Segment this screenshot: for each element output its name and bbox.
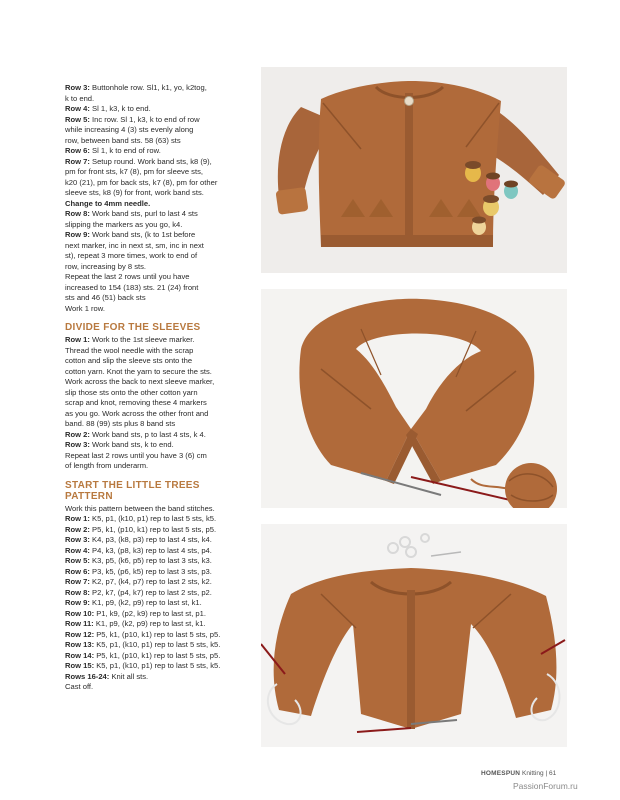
row-label: Row 7: xyxy=(65,577,90,586)
finished-cardigan-photo xyxy=(261,67,567,273)
row-label: Row 1: xyxy=(65,335,90,344)
row-label: Rows 16-24: xyxy=(65,671,110,681)
row-text: k to end. xyxy=(65,93,95,103)
row-label: Row 4: xyxy=(65,545,90,555)
instruction-line xyxy=(65,440,255,451)
row-text: Work band sts, (k to 1st before xyxy=(89,230,196,239)
row-text: sts and 46 (51) back sts xyxy=(65,293,146,302)
row-text: increased to 154 (183) sts. 21 (24) front xyxy=(65,282,199,292)
divided-sleeves-photo xyxy=(261,524,567,747)
row-text: Inc row. Sl 1, k3, k to end of row xyxy=(89,114,200,124)
row-label: Row 8: xyxy=(65,209,90,218)
instruction-line xyxy=(65,409,255,420)
yoke-on-needles-photo xyxy=(261,289,567,508)
row-text: k20 (21), pm for back sts, k7 (8), pm for other xyxy=(65,177,218,187)
instruction-line xyxy=(65,188,255,199)
instruction-line xyxy=(65,157,255,168)
row-label: Row 7: xyxy=(65,156,90,166)
row-text: sleeve sts, k8 (9) for front, work band sts. xyxy=(65,188,204,197)
divided-sleeves-illustration xyxy=(261,524,567,747)
row-text: Work to the 1st sleeve marker. xyxy=(89,335,195,344)
instruction-line xyxy=(65,546,255,557)
row-label: Row 13: xyxy=(65,640,95,649)
instruction-line xyxy=(65,356,255,367)
instruction-line xyxy=(65,230,255,241)
instruction-line xyxy=(65,419,255,430)
row-label: Row 6: xyxy=(65,566,90,576)
page-number: 61 xyxy=(548,770,557,777)
instruction-line xyxy=(65,104,255,115)
row-text: Cast off. xyxy=(65,682,94,691)
row-text: P4, k3, (p8, k3) rep to last 4 sts, p4. xyxy=(89,545,212,555)
row-text: K4, p3, (k8, p3) rep to last 4 sts, k4. xyxy=(89,535,212,544)
row-text: scrap and knot, removing these 4 markers xyxy=(65,398,207,407)
instruction-line xyxy=(65,640,255,651)
row-text: Knit all sts. xyxy=(109,671,149,681)
divide-sleeves-heading: DIVIDE FOR THE SLEEVES xyxy=(65,322,201,333)
row-text: P1, k9, (p2, k9) rep to last st, p1. xyxy=(94,608,206,618)
row-label: Row 1: xyxy=(65,514,90,523)
row-text: Setup round. Work band sts, k8 (9), xyxy=(89,156,212,166)
instruction-line xyxy=(65,588,255,599)
instruction-line xyxy=(65,514,255,525)
instruction-line xyxy=(65,283,255,294)
row-text: while increasing 4 (3) sts evenly along xyxy=(65,125,194,134)
instruction-line xyxy=(65,535,255,546)
row-label: Row 9: xyxy=(65,598,90,607)
instruction-line xyxy=(65,367,255,378)
instruction-line xyxy=(65,125,255,136)
instruction-line xyxy=(65,209,255,220)
row-text: K1, p9, (k2, p9) rep to last st, k1. xyxy=(93,619,206,628)
instruction-line xyxy=(65,388,255,399)
instruction-line xyxy=(65,619,255,630)
little-trees-heading-line-1: START THE LITTLE TREES xyxy=(65,479,200,491)
row-label: Row 2: xyxy=(65,524,90,534)
row-text: Work band sts, purl to last 4 sts xyxy=(89,209,198,218)
row-label: Row 15: xyxy=(65,661,95,670)
row-text: P3, k5, (p6, k5) rep to last 3 sts, p3. xyxy=(89,566,212,576)
row-label: Row 3: xyxy=(65,535,90,544)
instruction-line xyxy=(65,146,255,157)
magazine-name: HOMESPUN xyxy=(481,770,521,777)
row-text: P5, k1, (p10, k1) rep to last 5 sts, p5. xyxy=(94,629,221,639)
instruction-line xyxy=(65,241,255,252)
row-text: pm for front sts, k7 (8), pm for sleeve sts, xyxy=(65,167,203,176)
row-text: cotton yarn. Knot the yarn to secure the sts. xyxy=(65,366,212,376)
row-text: Work band sts, k to end. xyxy=(89,440,174,449)
row-label: Row 9: xyxy=(65,230,90,239)
instruction-line xyxy=(65,504,255,515)
instruction-line xyxy=(65,178,255,189)
instruction-line xyxy=(65,651,255,662)
row-label: Change to 4mm needle. xyxy=(65,198,151,208)
row-text: K5, p1, (k10, p1) rep to last 5 sts, k5. xyxy=(94,640,221,649)
row-text: K2, p7, (k4, p7) rep to last 2 sts, k2. xyxy=(89,577,212,586)
instruction-line xyxy=(65,199,255,210)
divide-rows-block xyxy=(65,335,255,472)
little-trees-heading xyxy=(65,480,255,502)
row-text: slipping the markers as you go, k4. xyxy=(65,219,183,229)
pattern-instructions xyxy=(65,83,255,693)
instruction-line xyxy=(65,430,255,441)
instruction-line xyxy=(65,346,255,357)
row-text: Work band sts, p to last 4 sts, k 4. xyxy=(89,429,206,439)
instruction-line xyxy=(65,272,255,283)
instruction-line xyxy=(65,115,255,126)
instruction-line xyxy=(65,83,255,94)
instruction-line xyxy=(65,398,255,409)
row-text: P5, k1, (p10, k1) rep to last 5 sts, p5. xyxy=(89,524,217,534)
instruction-line xyxy=(65,609,255,620)
instruction-line xyxy=(65,377,255,388)
row-label: Row 5: xyxy=(65,114,90,124)
row-text: K1, p9, (k2, p9) rep to last st, k1. xyxy=(89,598,202,607)
row-text: row, between band sts. 58 (63) sts xyxy=(65,135,181,145)
magazine-section: Knitting xyxy=(520,770,544,777)
row-label: Row 2: xyxy=(65,429,90,439)
instruction-line xyxy=(65,451,255,462)
row-label: Row 8: xyxy=(65,587,90,597)
row-text: Sl 1, k to end of row. xyxy=(89,146,161,155)
row-label: Row 10: xyxy=(65,608,95,618)
row-label: Row 6: xyxy=(65,146,90,155)
row-text: of length from underarm. xyxy=(65,461,149,470)
row-text: st), repeat 3 more times, work to end of xyxy=(65,251,198,260)
instruction-line xyxy=(65,167,255,178)
row-label: Row 5: xyxy=(65,556,90,565)
row-text: Thread the wool needle with the scrap xyxy=(65,345,194,355)
finished-cardigan-illustration xyxy=(261,67,567,273)
instruction-line xyxy=(65,220,255,231)
row-text: K5, p1, (k10, p1) rep to last 5 sts, k5. xyxy=(94,661,221,670)
row-text: K3, p5, (k6, p5) rep to last 3 sts, k3. xyxy=(89,556,212,565)
instruction-line xyxy=(65,293,255,304)
instruction-line xyxy=(65,136,255,147)
row-text: Repeat the last 2 rows until you have xyxy=(65,272,190,281)
page-footer xyxy=(481,770,556,777)
instruction-line xyxy=(65,461,255,472)
row-text: Work 1 row. xyxy=(65,303,105,313)
row-text: P5, k1, (p10, k1) rep to last 5 sts, p5. xyxy=(94,650,221,660)
yoke-on-needles-illustration xyxy=(261,289,567,508)
row-label: Row 14: xyxy=(65,650,95,660)
row-text: slip those sts onto the other cotton yarn xyxy=(65,387,198,397)
instruction-line xyxy=(65,525,255,536)
row-text: Work this pattern between the band stitches. xyxy=(65,503,215,513)
footer-separator: | xyxy=(543,770,549,777)
instruction-line xyxy=(65,577,255,588)
instruction-line xyxy=(65,630,255,641)
row-text: P2, k7, (p4, k7) rep to last 2 sts, p2. xyxy=(89,587,212,597)
instruction-line xyxy=(65,335,255,346)
row-label: Row 3: xyxy=(65,440,90,449)
instruction-line xyxy=(65,94,255,105)
instruction-line xyxy=(65,262,255,273)
row-label: Row 4: xyxy=(65,104,90,113)
trees-rows-block xyxy=(65,504,255,693)
row-text: as you go. Work across the other front and xyxy=(65,408,209,418)
row-text: row, increasing by 8 sts. xyxy=(65,261,147,271)
row-text: cotton and slip the sleeve sts onto the xyxy=(65,356,193,365)
row-text: K5, p1, (k10, p1) rep to last 5 sts, k5. xyxy=(89,514,217,523)
row-text: Sl 1, k3, k to end. xyxy=(89,104,151,113)
instruction-line xyxy=(65,567,255,578)
row-label: Row 3: xyxy=(65,83,90,92)
instruction-line xyxy=(65,672,255,683)
row-text: Buttonhole row. Sl1, k1, yo, k2tog, xyxy=(89,83,207,92)
row-text: Work across the back to next sleeve marker, xyxy=(65,377,215,386)
instruction-line xyxy=(65,661,255,672)
instruction-line xyxy=(65,682,255,693)
row-text: next marker, inc in next st, sm, inc in next xyxy=(65,240,204,250)
row-text: Repeat last 2 rows until you have 3 (6) cm xyxy=(65,450,207,460)
row-text: band. 88 (99) sts plus 8 band sts xyxy=(65,419,176,428)
watermark-text: PassionForum.ru xyxy=(513,781,578,791)
rows-top-block xyxy=(65,83,255,314)
row-label: Row 11: xyxy=(65,619,94,628)
little-trees-heading-line-2: PATTERN xyxy=(65,490,113,502)
row-label: Row 12: xyxy=(65,629,95,639)
instruction-line xyxy=(65,598,255,609)
instruction-line xyxy=(65,304,255,315)
instruction-line xyxy=(65,556,255,567)
instruction-line xyxy=(65,251,255,262)
